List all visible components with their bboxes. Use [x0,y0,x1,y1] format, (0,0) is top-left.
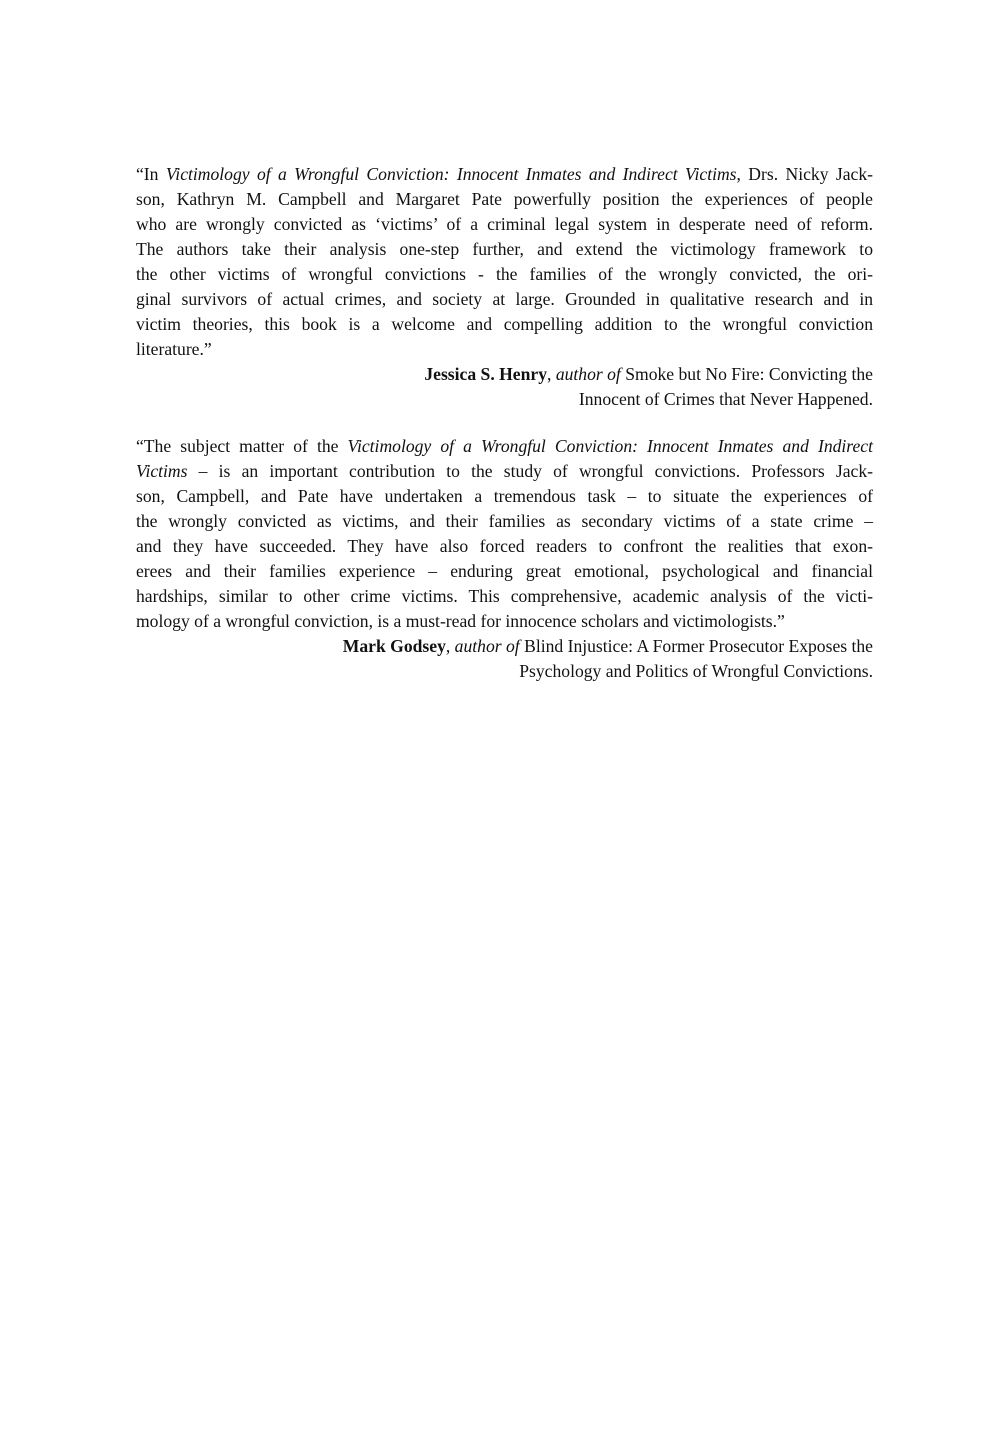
text-run: ginal survivors of actual crimes, and society at large. Grounded in qualitative research and in [136,289,873,309]
endorsement-quote-1 [136,162,873,412]
text-run: , [547,364,556,384]
attribution-line [136,634,873,659]
text-line [136,584,873,609]
text-line [136,484,873,509]
text-run: literature.” [136,339,212,359]
text-line [136,262,873,287]
quote-text [136,162,873,362]
text-run: , [445,636,455,656]
text-run: son, Kathryn M. Campbell and Margaret Pate powerfully position the experiences of people [136,189,873,209]
text-run: erees and their families experience – enduring great emotional, psychological and financial [136,561,873,581]
italic-text: Victimology of a Wrongful Conviction: Innocent Inmates and Indirect Victims [165,164,737,184]
quote-attribution [136,362,873,412]
author-name: Jessica S. Henry [424,364,548,384]
italic-text: Victims [136,461,188,481]
text-line [136,509,873,534]
text-line [136,187,873,212]
text-run: the other victims of wrongful convictions - the families of the wrongly convicted, the ori- [136,264,873,284]
text-run: mology of a wrongful conviction, is a must-read for innocence scholars and victimologists.” [136,611,785,631]
text-run: “The subject matter of the [136,436,348,456]
text-run: the wrongly convicted as victims, and their families as secondary victims of a state crime – [136,511,873,531]
italic-text: author of [555,364,621,384]
text-line [136,237,873,262]
text-line [136,287,873,312]
endorsement-quote-2 [136,434,873,684]
text-run: and they have succeeded. They have also forced readers to confront the realities that exon- [136,536,873,556]
text-line [136,162,873,187]
text-line [136,459,873,484]
text-run: Blind Injustice: A Former Prosecutor Exposes the [519,636,873,656]
text-line [136,559,873,584]
text-line [136,312,873,337]
author-name: Mark Godsey [342,636,446,656]
text-run: “In [136,164,166,184]
text-run: who are wrongly convicted as ‘victims’ of a criminal legal system in desperate need of reform. [136,214,873,234]
italic-text: Victimology of a Wrongful Conviction: Innocent Inmates and Indirect [347,436,874,456]
italic-text: author of [454,636,520,656]
text-line [136,337,873,362]
text-line [136,609,873,634]
text-run: Psychology and Politics of Wrongful Convictions. [519,661,873,681]
attribution-line [136,387,873,412]
text-line [136,534,873,559]
text-run: , Drs. Nicky Jack- [736,164,873,184]
text-line [136,434,873,459]
quote-text [136,434,873,634]
text-run: – is an important contribution to the study of wrongful convictions. Professors Jack- [187,461,873,481]
attribution-line [136,362,873,387]
text-run: victim theories, this book is a welcome and compelling addition to the wrongful conviction [136,314,873,334]
attribution-line [136,659,873,684]
text-run: son, Campbell, and Pate have undertaken a tremendous task – to situate the experiences of [136,486,873,506]
text-run: hardships, similar to other crime victims. This comprehensive, academic analysis of the victi- [136,586,873,606]
text-run: Smoke but No Fire: Convicting the [620,364,873,384]
text-run: Innocent of Crimes that Never Happened. [578,389,873,409]
text-run: The authors take their analysis one-step further, and extend the victimology framework to [136,239,873,259]
quote-attribution [136,634,873,684]
text-line [136,212,873,237]
